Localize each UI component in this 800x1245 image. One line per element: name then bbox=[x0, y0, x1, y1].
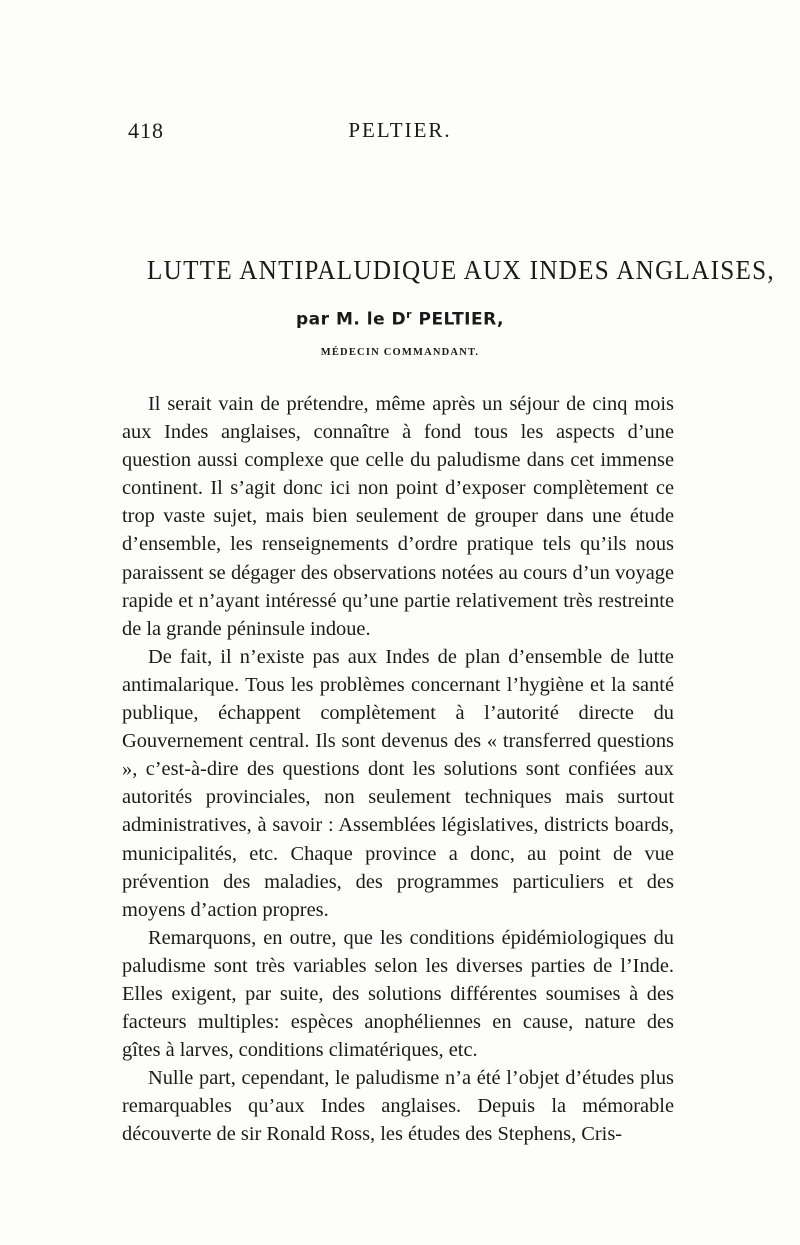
article-title: LUTTE ANTIPALUDIQUE AUX INDES ANGLAISES, bbox=[147, 255, 776, 285]
byline-superscript: r bbox=[406, 308, 413, 321]
author-role: MÉDECIN COMMANDANT. bbox=[320, 347, 480, 358]
body-text bbox=[122, 390, 674, 1149]
running-head: PELTIER. bbox=[348, 118, 452, 142]
byline-name: PELTIER, bbox=[412, 309, 504, 330]
author-byline bbox=[128, 308, 672, 330]
paragraph: Nulle part, cependant, le paludisme n’a été l’objet d’études plus remarquables qu’aux Indes anglaises. Depuis la mémorable découverte de sir Ronald Ross, les études des Stephens, Cris- bbox=[122, 1067, 674, 1146]
paragraph: De fait, il n’existe pas aux Indes de plan d’ensemble de lutte antimalarique. Tous les problèmes concernant l’hygiène et la santé publique, échappent complètement à l’autorité directe du Gouvernement central. Ils sont devenus des « transferred questions », c’est-à-dire des questions dont les solutions sont confiées aux autorités provinciales, non seulement techniques mais surtout administratives, à savoir : Assemblées législatives, districts boards, municipalités, etc. Chaque province a donc, au point de vue prévention des maladies, des programmes particuliers et des moyens d’action propres. bbox=[122, 645, 674, 921]
page-number: 418 bbox=[128, 118, 164, 143]
page-header bbox=[128, 118, 672, 144]
paragraph: Remarquons, en outre, que les conditions épidémiologiques du paludisme sont très variables selon les diverses parties de l’Inde. Elles exigent, par suite, des solutions différentes soumises à des facteurs multiples: espèces anophéliennes en cause, nature des gîtes à larves, conditions climatériques, etc. bbox=[122, 926, 674, 1062]
byline-prefix: par M. le D bbox=[296, 309, 407, 330]
paragraph: Il serait vain de prétendre, même après un séjour de cinq mois aux Indes anglaises, connaître à fond tous les aspects d’une question aussi complexe que celle du paludisme dans cet immense continent. Il s’agit donc ici non point d’exposer complètement ce trop vaste sujet, mais bien seulement de grouper dans une étude d’ensemble, les renseignements d’ordre pratique tels qu’ils nous paraissent se dégager des observations notées au cours d’un voyage rapide et n’ayant intéressé qu’une partie relativement très restreinte de la grande péninsule indoue. bbox=[122, 393, 674, 640]
